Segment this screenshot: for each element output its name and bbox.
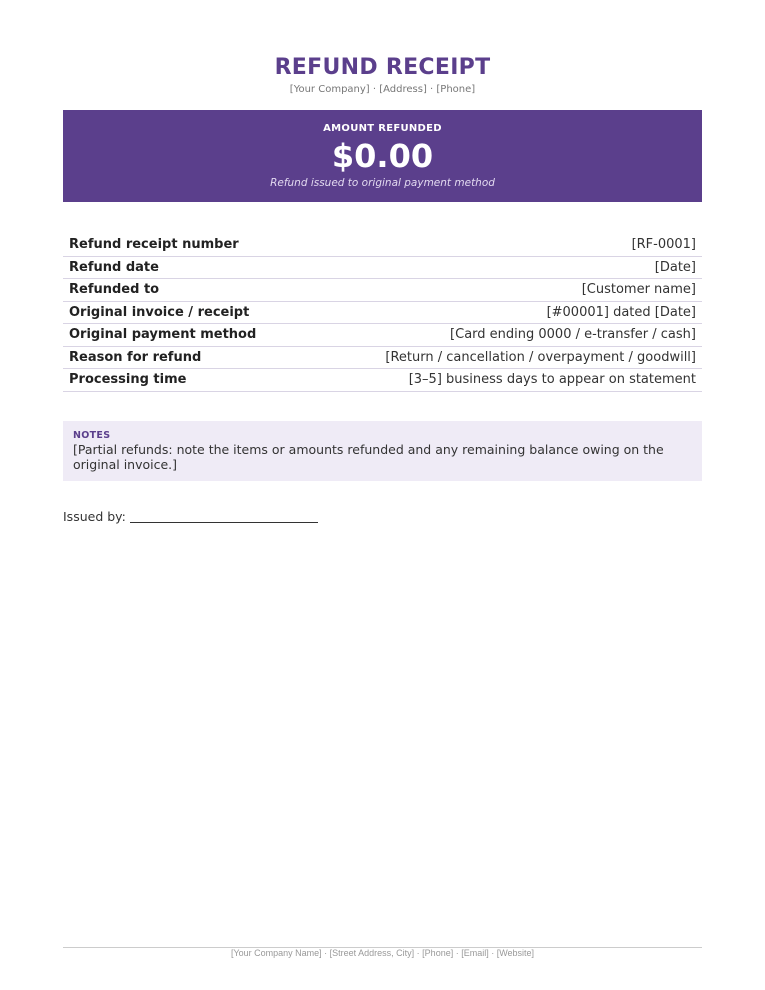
- detail-value: [Date]: [654, 259, 696, 275]
- details-table: [63, 234, 702, 392]
- signature-line: [130, 522, 318, 523]
- notes-body: [Partial refunds: note the items or amounts refunded and any remaining balance owing on the original invoice.]: [73, 442, 664, 472]
- notes-box: [63, 421, 702, 481]
- page-footer: [Your Company Name] · [Street Address, City] · [Phone] · [Email] · [Website]: [230, 948, 535, 958]
- detail-label: Refunded to: [69, 282, 160, 298]
- detail-value: [#00001] dated [Date]: [546, 304, 696, 320]
- detail-label: Refund date: [69, 259, 159, 275]
- detail-value: [Card ending 0000 / e-transfer / cash]: [450, 327, 696, 343]
- detail-value: [RF-0001]: [631, 237, 696, 253]
- detail-row: [63, 279, 702, 302]
- detail-label: Reason for refund: [69, 349, 202, 365]
- issued-by: [63, 509, 318, 524]
- amount-note: Refund issued to original payment method: [270, 177, 495, 189]
- detail-value: [3–5] business days to appear on statement: [408, 372, 696, 388]
- company-subtitle: [Your Company] · [Address] · [Phone]: [289, 84, 476, 95]
- detail-value: [Return / cancellation / overpayment / goodwill]: [385, 349, 696, 365]
- detail-label: Original invoice / receipt: [69, 304, 250, 320]
- detail-row: [63, 369, 702, 392]
- document-title: REFUND RECEIPT: [274, 55, 491, 80]
- detail-label: Refund receipt number: [69, 237, 239, 253]
- detail-row: [63, 234, 702, 257]
- amount-label: AMOUNT REFUNDED: [323, 123, 442, 134]
- amount-banner: [63, 110, 702, 202]
- detail-label: Processing time: [69, 372, 187, 388]
- detail-row: [63, 302, 702, 325]
- detail-label: Original payment method: [69, 327, 257, 343]
- amount-value: $0.00: [331, 137, 434, 175]
- detail-row: [63, 324, 702, 347]
- issued-by-label: Issued by:: [63, 509, 126, 524]
- detail-row: [63, 347, 702, 370]
- notes-heading: NOTES: [73, 430, 111, 441]
- detail-value: [Customer name]: [581, 282, 696, 298]
- detail-row: [63, 257, 702, 280]
